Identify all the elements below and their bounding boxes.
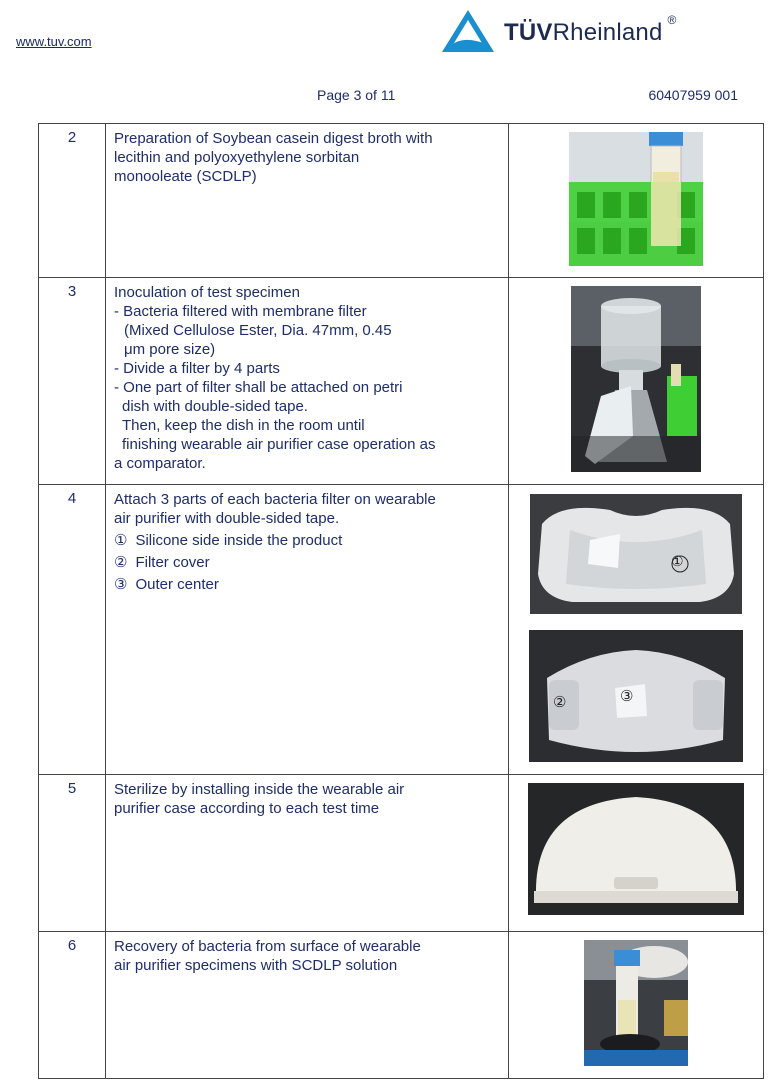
step-number: 5 (39, 775, 106, 932)
step-number: 3 (39, 278, 106, 485)
marker-label: ③ (620, 688, 634, 705)
table-row (39, 485, 764, 775)
purifier-case-photo (528, 783, 744, 915)
marker-label: ② (553, 694, 567, 711)
step-number: 4 (39, 485, 106, 775)
list-item: ③ Outer center (114, 576, 219, 593)
table-row (39, 124, 764, 278)
tuv-logo (440, 8, 677, 54)
marker-label: ① (671, 553, 684, 569)
recovery-tube-photo (584, 940, 688, 1066)
triangle-logo-icon (440, 8, 496, 54)
report-number: 60407959 001 (648, 87, 738, 103)
step-number: 6 (39, 932, 106, 1079)
procedure-table (38, 123, 764, 1079)
step-photo-cell (509, 485, 764, 775)
site-link[interactable]: www.tuv.com (16, 34, 92, 49)
step-description: Inoculation of test specimen - Bacteria filtered with membrane filter (Mixed Cellulose Ester, Dia. 47mm, 0.45 μm pore size) - Divide a filter by 4 parts - One part of filter shall be attached on petri dish with double-sided tape. Then, keep the dish in the room until finishing wearable air purifier case operation as a comparator. (106, 278, 509, 485)
broth-tube-photo (569, 132, 703, 266)
step-photo-cell (509, 278, 764, 485)
membrane-filter-photo (571, 286, 701, 472)
table-row (39, 932, 764, 1079)
step-number: 2 (39, 124, 106, 278)
purifier-outer-photo (529, 630, 743, 762)
list-item: ② Filter cover (114, 554, 210, 571)
table-row (39, 278, 764, 485)
step-description: Sterilize by installing inside the wearable air purifier case according to each test time (106, 775, 509, 932)
list-item: ① Silicone side inside the product (114, 532, 343, 549)
page-number: Page 3 of 11 (317, 87, 396, 103)
table-row (39, 775, 764, 932)
step-photo-cell (509, 932, 764, 1079)
step-description: Preparation of Soybean casein digest broth with lecithin and polyoxyethylene sorbitan monooleate (SCDLP) (106, 124, 509, 278)
step-description: Recovery of bacteria from surface of wearable air purifier specimens with SCDLP solution (106, 932, 509, 1079)
step-description: Attach 3 parts of each bacteria filter on wearable air purifier with double-sided tape. ① Silicone side inside the product ② Filter cover ③ Outer center (106, 485, 509, 775)
step-photo-cell (509, 775, 764, 932)
brand-name: TÜVRheinland ® (504, 13, 677, 46)
purifier-inner-photo (530, 494, 742, 614)
step-photo-cell (509, 124, 764, 278)
